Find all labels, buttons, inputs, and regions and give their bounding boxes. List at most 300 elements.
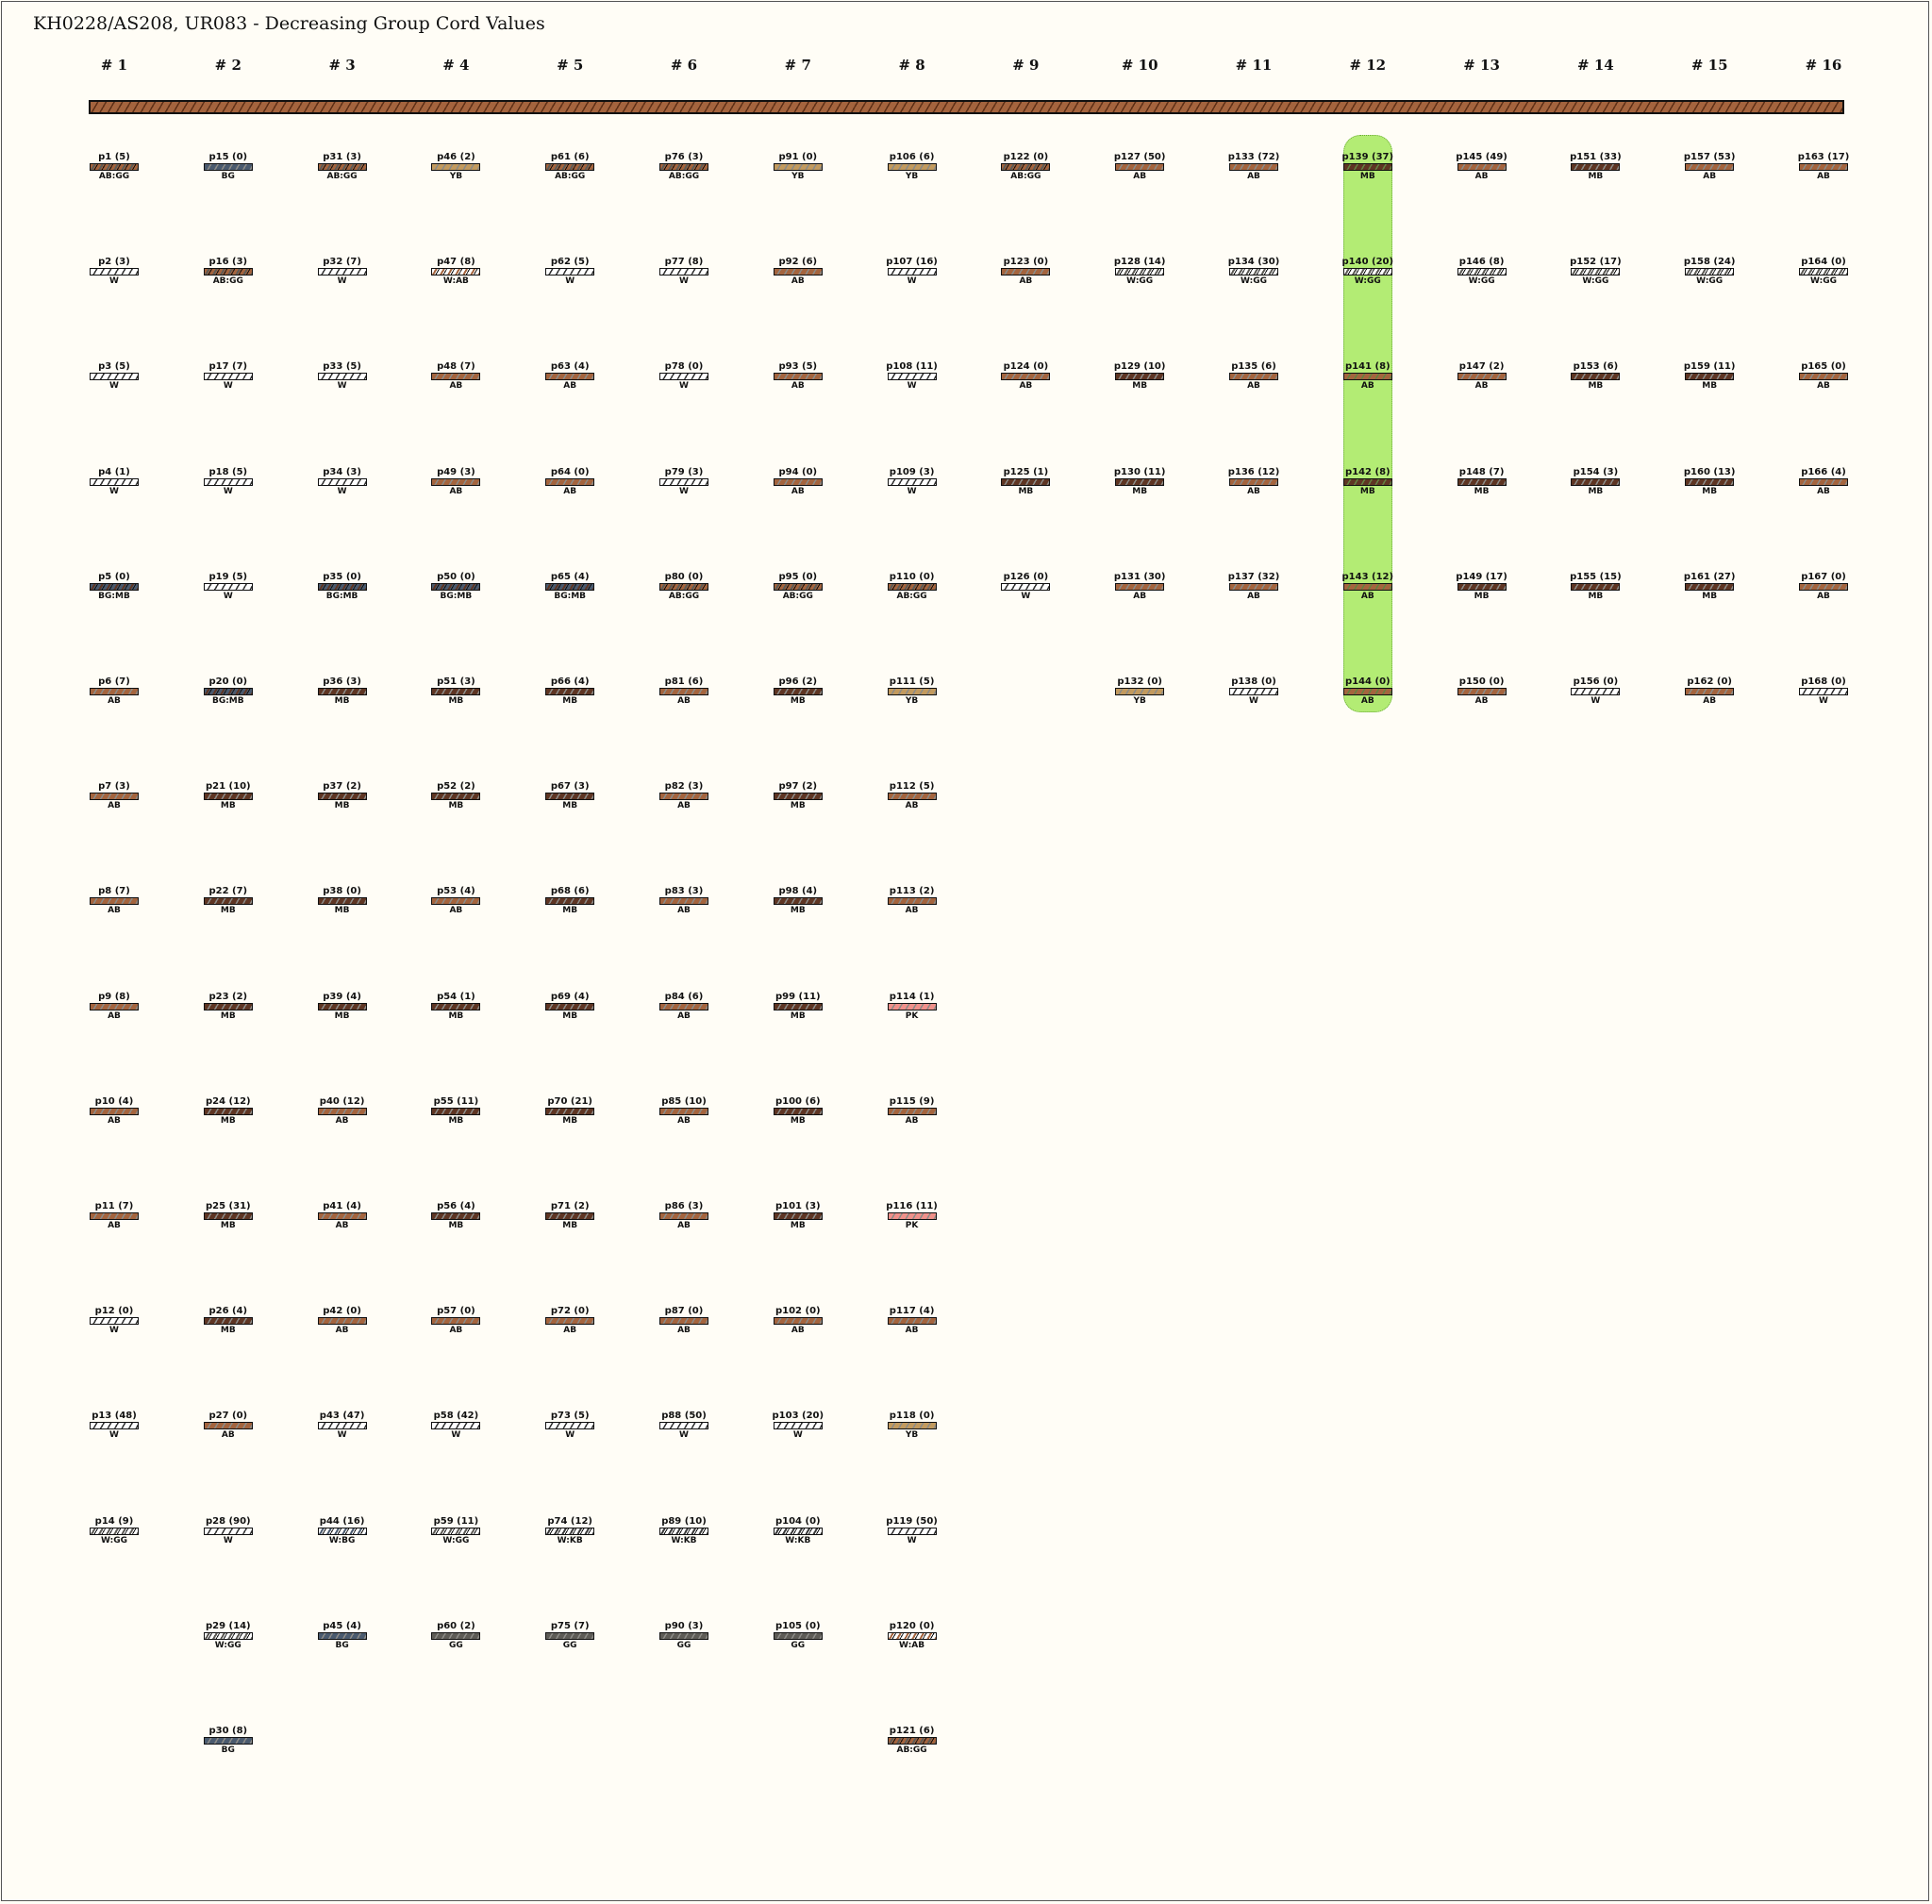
group-header: # 13 — [1463, 57, 1500, 74]
cord-color-code: MB — [562, 1010, 578, 1021]
cord-label: p18 (5) — [208, 466, 248, 477]
cord-color-code: W — [907, 276, 917, 287]
cord-color-bar — [774, 1212, 823, 1220]
pendant-cord — [1557, 676, 1633, 706]
cord-label: p35 (0) — [323, 571, 361, 582]
pendant-cord — [532, 781, 608, 810]
cord-color-code: MB — [1702, 486, 1718, 496]
cord-color-bar — [318, 1212, 367, 1220]
cord-color-bar — [774, 373, 823, 380]
pendant-cord — [1330, 152, 1406, 181]
pendant-cord — [874, 1096, 950, 1126]
cord-label: p81 (6) — [664, 676, 704, 687]
cord-color-bar — [1115, 583, 1164, 591]
cord-label: p128 (14) — [1113, 257, 1166, 268]
cord-color-code: AB — [449, 486, 463, 496]
cord-color-bar — [1001, 583, 1050, 591]
cord-label: p95 (0) — [778, 571, 818, 582]
cord-color-bar — [1457, 373, 1507, 380]
pendant-cord — [305, 1621, 380, 1650]
cord-color-bar — [545, 1003, 594, 1010]
cord-color-code: GG — [791, 1640, 806, 1650]
cord-color-code: W — [679, 1430, 689, 1441]
cord-color-bar — [659, 163, 708, 171]
pendant-cord — [874, 676, 950, 706]
primary-cord — [89, 100, 1844, 114]
cord-color-code: W — [907, 486, 917, 496]
cord-color-code: W — [565, 276, 575, 287]
cord-color-code: AB:GG — [212, 276, 243, 287]
cord-label: p112 (5) — [889, 781, 935, 793]
cord-label: p166 (4) — [1801, 466, 1846, 477]
cord-color-bar — [1229, 583, 1278, 591]
cord-color-bar — [318, 1422, 367, 1429]
cord-label: p50 (0) — [437, 571, 475, 582]
cord-color-bar — [888, 373, 937, 380]
cord-label: p141 (8) — [1344, 361, 1391, 373]
pendant-cord — [1444, 361, 1520, 391]
pendant-cord — [191, 1306, 266, 1335]
cord-label: p111 (5) — [889, 676, 935, 687]
pendant-cord — [532, 361, 608, 391]
cord-label: p76 (3) — [664, 152, 704, 162]
group-header: # 1 — [100, 57, 128, 74]
cord-label: p107 (16) — [886, 257, 938, 268]
pendant-cord — [874, 781, 950, 810]
cord-color-code: W — [565, 1430, 575, 1441]
cord-label: p82 (3) — [664, 781, 704, 793]
cord-color-code: AB:GG — [555, 172, 586, 181]
cord-color-code: BG — [335, 1640, 349, 1650]
cord-color-bar — [774, 1528, 823, 1535]
cord-color-code: AB — [1247, 172, 1260, 181]
cord-color-bar — [204, 1212, 253, 1220]
group-header: # 11 — [1235, 57, 1273, 74]
cord-label: p78 (0) — [664, 361, 704, 373]
cord-color-code: AB — [108, 1010, 121, 1021]
pendant-cord — [532, 992, 608, 1021]
cord-color-code: W — [223, 1535, 233, 1545]
cord-label: p117 (4) — [889, 1306, 935, 1317]
cord-color-bar — [318, 1317, 367, 1325]
pendant-cord — [1216, 467, 1291, 496]
cord-color-bar — [1115, 268, 1164, 276]
cord-color-code: MB — [220, 1221, 236, 1230]
cord-color-bar — [1685, 688, 1734, 695]
cord-label: p119 (50) — [886, 1515, 938, 1527]
cord-color-bar — [545, 688, 594, 695]
cord-color-code: W:KB — [671, 1535, 697, 1545]
page-title: KH0228/AS208, UR083 - Decreasing Group Cord Values — [33, 13, 545, 34]
cord-label: p80 (0) — [664, 571, 704, 582]
cord-label: p106 (6) — [889, 152, 935, 162]
cord-label: p10 (4) — [94, 1095, 134, 1107]
cord-color-code: AB:GG — [1010, 172, 1041, 181]
cord-label: p3 (5) — [98, 361, 130, 373]
cord-color-code: AB — [563, 381, 577, 392]
cord-color-bar — [774, 688, 823, 695]
cord-label: p137 (32) — [1227, 571, 1280, 582]
pendant-cord — [1672, 257, 1747, 286]
cord-color-bar — [774, 1003, 823, 1010]
cord-color-code: MB — [790, 801, 806, 811]
cord-color-code: AB — [677, 801, 691, 811]
pendant-cord — [418, 1096, 493, 1126]
pendant-cord — [418, 1621, 493, 1650]
pendant-cord — [874, 1306, 950, 1335]
cord-color-code: MB — [562, 906, 578, 916]
cord-color-bar — [545, 1422, 594, 1429]
cord-color-code: AB — [563, 486, 577, 496]
cord-color-bar — [90, 897, 139, 905]
pendant-cord — [874, 257, 950, 286]
pendant-cord — [418, 781, 493, 810]
cord-label: p72 (0) — [550, 1306, 590, 1317]
cord-label: p150 (0) — [1458, 676, 1505, 687]
group-header: # 10 — [1121, 57, 1158, 74]
cord-label: p40 (12) — [319, 1095, 365, 1107]
cord-color-code: MB — [1588, 172, 1604, 181]
cord-color-bar — [1685, 373, 1734, 380]
cord-color-bar — [1229, 373, 1278, 380]
cord-color-code: AB — [335, 1326, 349, 1336]
cord-color-bar — [431, 1632, 480, 1640]
group-header: # 3 — [328, 57, 356, 74]
cord-color-bar — [545, 373, 594, 380]
cord-label: p131 (30) — [1113, 571, 1166, 582]
cord-label: p11 (7) — [94, 1201, 134, 1211]
pendant-cord — [1557, 572, 1633, 601]
cord-color-code: BG — [221, 172, 235, 181]
cord-color-code: MB — [790, 906, 806, 916]
cord-label: p146 (8) — [1458, 257, 1505, 268]
cord-color-code: W:KB — [557, 1535, 583, 1545]
cord-color-code: W:GG — [1126, 276, 1154, 287]
cord-color-code: AB — [1360, 381, 1374, 392]
pendant-cord — [1444, 467, 1520, 496]
cord-label: p152 (17) — [1570, 257, 1622, 268]
cord-label: p148 (7) — [1458, 466, 1505, 477]
cord-color-code: W — [792, 1430, 803, 1441]
cord-color-code: AB — [677, 1221, 691, 1230]
cord-color-code: W — [1591, 696, 1601, 706]
cord-label: p48 (7) — [437, 361, 475, 373]
cord-color-code: W — [223, 381, 233, 392]
cord-color-bar — [431, 478, 480, 486]
cord-label: p60 (2) — [437, 1620, 475, 1631]
pendant-cord — [76, 257, 152, 286]
cord-label: p63 (4) — [550, 361, 590, 373]
cord-color-code: PK — [905, 1221, 919, 1230]
cord-label: p103 (20) — [772, 1411, 824, 1422]
pendant-cord — [76, 152, 152, 181]
cord-color-code: AB — [1817, 591, 1830, 601]
pendant-cord — [988, 467, 1063, 496]
cord-color-bar — [1799, 478, 1848, 486]
cord-color-bar — [1229, 268, 1278, 276]
cord-color-bar — [431, 163, 480, 171]
cord-label: p69 (4) — [550, 991, 590, 1002]
cord-color-bar — [659, 478, 708, 486]
cord-color-bar — [774, 1317, 823, 1325]
cord-label: p22 (7) — [208, 886, 248, 897]
cord-label: p89 (10) — [661, 1515, 707, 1527]
cord-label: p149 (17) — [1456, 571, 1507, 582]
cord-color-bar — [1343, 688, 1392, 695]
cord-color-code: MB — [1588, 591, 1604, 601]
cord-color-bar — [204, 688, 253, 695]
pendant-cord — [874, 1411, 950, 1440]
cord-color-bar — [1571, 268, 1620, 276]
pendant-cord — [874, 1516, 950, 1545]
pendant-cord — [1672, 152, 1747, 181]
cord-label: p34 (3) — [323, 466, 361, 477]
pendant-cord — [191, 467, 266, 496]
pendant-cord — [1102, 572, 1177, 601]
cord-color-bar — [1343, 163, 1392, 171]
cord-color-code: YB — [905, 172, 919, 181]
cord-color-code: AB — [108, 906, 121, 916]
cord-label: p68 (6) — [550, 886, 590, 897]
pendant-cord — [76, 1516, 152, 1545]
pendant-cord — [418, 361, 493, 391]
cord-label: p108 (11) — [886, 361, 938, 373]
cord-color-code: W — [109, 486, 119, 496]
cord-color-bar — [1343, 373, 1392, 380]
cord-color-code: MB — [220, 1326, 236, 1336]
cord-label: p163 (17) — [1797, 152, 1850, 162]
pendant-cord — [305, 467, 380, 496]
pendant-cord — [874, 1621, 950, 1650]
cord-color-bar — [888, 478, 937, 486]
cord-label: p139 (37) — [1341, 152, 1394, 162]
cord-color-code: W:GG — [1696, 276, 1724, 287]
cord-color-bar — [888, 583, 937, 591]
pendant-cord — [76, 1201, 152, 1230]
cord-color-bar — [888, 268, 937, 276]
cord-label: p114 (1) — [889, 991, 935, 1002]
cord-color-bar — [774, 793, 823, 800]
cord-label: p25 (31) — [205, 1201, 251, 1211]
cord-color-bar — [659, 1422, 708, 1429]
cord-color-code: MB — [220, 1115, 236, 1126]
pendant-cord — [874, 1201, 950, 1230]
cord-color-bar — [774, 1632, 823, 1640]
cord-color-code: AB — [1474, 172, 1489, 181]
cord-color-bar — [204, 1632, 253, 1640]
cord-color-bar — [1457, 268, 1507, 276]
cord-label: p75 (7) — [550, 1620, 590, 1631]
cord-color-code: MB — [448, 1010, 464, 1021]
cord-label: p120 (0) — [889, 1620, 935, 1631]
cord-color-bar — [90, 268, 139, 276]
cord-label: p4 (1) — [98, 466, 130, 477]
pendant-cord — [1444, 572, 1520, 601]
cord-color-bar — [888, 1528, 937, 1535]
cord-color-code: MB — [448, 801, 464, 811]
cord-color-code: MB — [562, 1221, 578, 1230]
cord-color-code: AB — [1817, 172, 1830, 181]
cord-color-bar — [431, 583, 480, 591]
cord-label: p20 (0) — [208, 676, 248, 687]
cord-label: p154 (3) — [1573, 466, 1619, 477]
cord-color-bar — [545, 1317, 594, 1325]
pendant-cord — [760, 886, 836, 915]
pendant-cord — [418, 467, 493, 496]
pendant-cord — [760, 467, 836, 496]
cord-color-code: AB — [791, 276, 805, 287]
pendant-cord — [532, 1516, 608, 1545]
cord-color-bar — [774, 897, 823, 905]
pendant-cord — [1557, 361, 1633, 391]
cord-label: p64 (0) — [550, 466, 590, 477]
pendant-cord — [418, 676, 493, 706]
cord-label: p142 (8) — [1344, 466, 1391, 477]
cord-color-bar — [774, 478, 823, 486]
pendant-cord — [191, 676, 266, 706]
cord-label: p6 (7) — [98, 676, 130, 687]
cord-color-bar — [204, 1528, 253, 1535]
cord-label: p16 (3) — [208, 257, 248, 268]
cord-color-code: AB — [905, 1115, 919, 1126]
pendant-cord — [418, 1201, 493, 1230]
pendant-cord — [760, 361, 836, 391]
cord-label: p102 (0) — [774, 1306, 821, 1317]
cord-color-bar — [204, 583, 253, 591]
cord-color-code: W:GG — [100, 1535, 128, 1545]
cord-color-code: AB — [1474, 696, 1489, 706]
pendant-cord — [1786, 676, 1861, 706]
pendant-cord — [646, 1621, 722, 1650]
cord-color-code: GG — [562, 1640, 577, 1650]
pendant-cord — [646, 257, 722, 286]
cord-label: p31 (3) — [323, 152, 361, 162]
cord-color-bar — [1457, 688, 1507, 695]
pendant-cord — [191, 992, 266, 1021]
cord-color-bar — [318, 583, 367, 591]
cord-color-bar — [318, 1632, 367, 1640]
cord-color-bar — [204, 897, 253, 905]
pendant-cord — [1672, 361, 1747, 391]
cord-label: p159 (11) — [1683, 361, 1736, 373]
cord-color-code: AB:GG — [896, 1745, 927, 1755]
cord-label: p85 (10) — [661, 1095, 707, 1107]
pendant-cord — [1216, 572, 1291, 601]
pendant-cord — [305, 1306, 380, 1335]
cord-color-bar — [431, 1212, 480, 1220]
cord-label: p93 (5) — [778, 361, 818, 373]
cord-color-code: W:KB — [785, 1535, 811, 1545]
pendant-cord — [760, 781, 836, 810]
pendant-cord — [646, 152, 722, 181]
cord-color-bar — [545, 163, 594, 171]
cord-label: p123 (0) — [1003, 257, 1049, 268]
cord-color-code: AB — [677, 1115, 691, 1126]
cord-label: p29 (14) — [205, 1620, 251, 1631]
cord-color-bar — [774, 1108, 823, 1115]
pendant-cord — [532, 1201, 608, 1230]
cord-color-bar — [774, 268, 823, 276]
pendant-cord — [1216, 152, 1291, 181]
cord-color-bar — [1229, 478, 1278, 486]
pendant-cord — [874, 361, 950, 391]
cord-color-bar — [318, 897, 367, 905]
cord-label: p135 (6) — [1231, 361, 1276, 373]
cord-color-code: W:GG — [1809, 276, 1838, 287]
cord-color-bar — [1115, 373, 1164, 380]
cord-color-bar — [204, 373, 253, 380]
cord-label: p52 (2) — [437, 781, 475, 793]
cord-label: p41 (4) — [323, 1201, 361, 1211]
cord-label: p168 (0) — [1801, 676, 1846, 687]
pendant-cord — [874, 152, 950, 181]
cord-color-code: YB — [905, 696, 919, 706]
pendant-cord — [418, 152, 493, 181]
cord-color-bar — [1457, 163, 1507, 171]
cord-color-code: AB — [791, 381, 805, 392]
cord-color-code: AB — [1133, 172, 1147, 181]
pendant-cord — [532, 152, 608, 181]
group-header: # 15 — [1690, 57, 1728, 74]
cord-color-code: AB — [677, 1010, 691, 1021]
cord-color-code: AB — [1817, 486, 1830, 496]
cord-label: p127 (50) — [1113, 152, 1166, 162]
cord-label: p19 (5) — [208, 571, 248, 582]
cord-label: p143 (12) — [1341, 571, 1394, 582]
pendant-cord — [76, 781, 152, 810]
cord-color-code: W — [1819, 696, 1828, 706]
cord-color-code: W:GG — [1354, 276, 1381, 287]
pendant-cord — [1444, 257, 1520, 286]
cord-label: p145 (49) — [1456, 152, 1507, 162]
cord-label: p115 (9) — [889, 1095, 935, 1107]
cord-color-code: BG:MB — [325, 591, 358, 601]
cord-label: p130 (11) — [1113, 466, 1166, 477]
pendant-cord — [1216, 676, 1291, 706]
group-header: # 2 — [214, 57, 242, 74]
cord-color-bar — [90, 1212, 139, 1220]
pendant-cord — [1102, 257, 1177, 286]
pendant-cord — [646, 467, 722, 496]
pendant-cord — [532, 886, 608, 915]
cord-label: p121 (6) — [889, 1726, 935, 1736]
cord-color-bar — [659, 1528, 708, 1535]
pendant-cord — [191, 572, 266, 601]
cord-color-code: W — [109, 381, 119, 392]
cord-color-code: MB — [1474, 486, 1490, 496]
cord-color-bar — [204, 1108, 253, 1115]
pendant-cord — [646, 781, 722, 810]
pendant-cord — [191, 781, 266, 810]
cord-color-bar — [545, 583, 594, 591]
cord-color-bar — [659, 1632, 708, 1640]
cord-color-code: BG — [221, 1745, 235, 1755]
cord-label: p17 (7) — [208, 361, 248, 373]
cord-label: p65 (4) — [550, 571, 590, 582]
cord-color-code: AB — [108, 1115, 121, 1126]
cord-label: p86 (3) — [664, 1201, 704, 1211]
cord-label: p129 (10) — [1113, 361, 1166, 373]
cord-label: p23 (2) — [208, 991, 248, 1002]
cord-color-code: AB — [1247, 381, 1260, 392]
cord-color-bar — [90, 163, 139, 171]
cord-color-code: W:BG — [328, 1535, 356, 1545]
cord-label: p132 (0) — [1117, 676, 1162, 687]
pendant-cord — [760, 1411, 836, 1440]
cord-color-bar — [90, 1108, 139, 1115]
cord-label: p136 (12) — [1227, 466, 1280, 477]
cord-label: p151 (33) — [1570, 152, 1622, 162]
